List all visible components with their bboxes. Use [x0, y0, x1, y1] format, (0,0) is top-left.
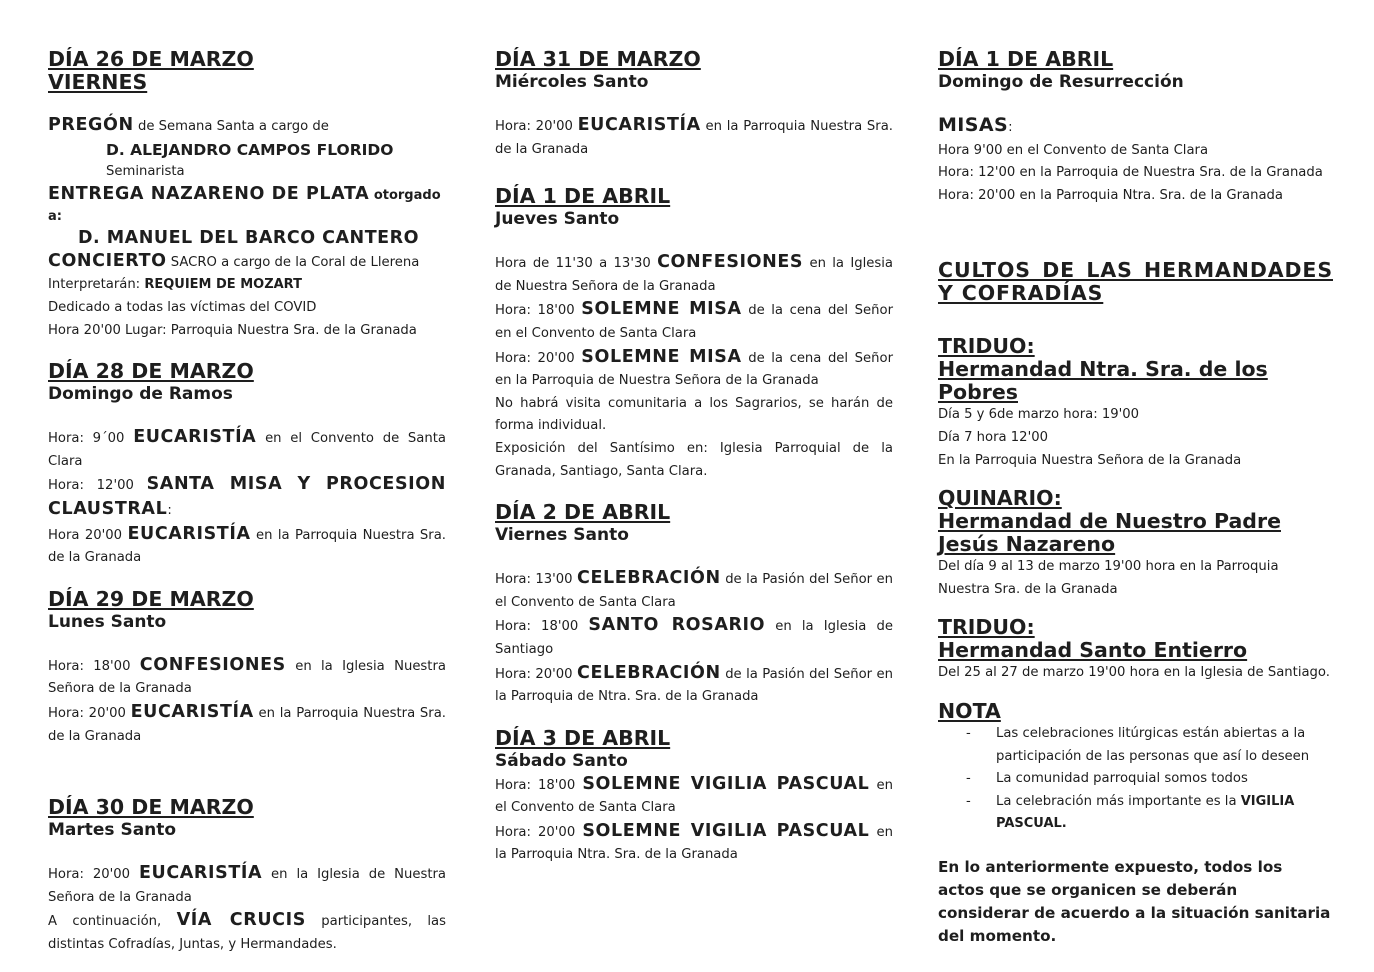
keyword: VÍA CRUCIS	[176, 910, 306, 931]
keyword: SANTO ROSARIO	[588, 615, 766, 636]
event-line: Hora: 20'00 SOLEMNE VIGILIA PASCUAL en la Parroquia Ntra. Sra. de la Granada	[495, 820, 893, 863]
speaker-name: D. ALEJANDRO CAMPOS FLORIDO	[106, 140, 394, 159]
keyword: CELEBRACIÓN	[577, 662, 721, 683]
mass-time: Hora: 20'00 en la Parroquia Ntra. Sra. de la Granada	[938, 187, 1284, 203]
keyword: EUCARISTÍA	[577, 115, 701, 135]
event-line: Hora de 11'30 a 13'30 CONFESIONES en la Iglesia de Nuestra Señora de la Granada	[495, 252, 893, 294]
event-line: Hora: 18'00 SANTO ROSARIO en la Iglesia de Santiago	[495, 615, 893, 657]
keyword: EUCARISTÍA	[130, 701, 254, 722]
keyword: EUCARISTÍA	[133, 427, 257, 448]
event-line: Hora: 20'00 SOLEMNE MISA de la cena del Señor en la Parroquia de Nuestra Señora de la Granada	[495, 346, 893, 389]
day-heading: DÍA 29 DE MARZO	[48, 586, 254, 611]
event-line: Hora: 18'00 SOLEMNE VIGILIA PASCUAL en el Convento de Santa Clara	[495, 773, 893, 816]
day-heading: DÍA 30 DE MARZO	[48, 795, 254, 820]
honoree-name: D. MANUEL DEL BARCO CANTERO	[78, 227, 419, 248]
concierto-line: CONCIERTO SACRO a cargo de la Coral de Llerena	[48, 250, 420, 271]
day-subheading: Jueves Santo	[495, 209, 620, 230]
event-line: Hora: 18'00 CONFESIONES en la Iglesia Nuestra Señora de la Granada	[48, 654, 446, 697]
day-subheading: Lunes Santo	[48, 611, 167, 632]
day-heading: DÍA 1 DE ABRIL	[495, 184, 671, 209]
cult-detail: Del día 9 al 13 de marzo 19'00 hora en la Parroquia Nuestra Sra. de la Granada	[938, 559, 1279, 597]
closing-statement: En lo anteriormente expuesto, todos los actos que se organicen se deberán considerar de acuerdo a la situación sanitaria del momento.	[938, 857, 1331, 945]
cult-detail: En la Parroquia Nuestra Señora de la Granada	[938, 452, 1242, 468]
event-line: Hora: 20'00 EUCARISTÍA en la Iglesia de Nuestra Señora de la Granada	[48, 863, 446, 905]
column-1	[48, 48, 446, 956]
note-line: No habrá visita comunitaria a los Sagrarios, se harán de forma individual.	[495, 395, 893, 434]
event-line: Hora: 18'00 SOLEMNE MISA de la cena del Señor en el Convento de Santa Clara	[495, 299, 893, 341]
keyword: PREGÓN	[48, 115, 134, 135]
mass-time: Hora: 12'00 en la Parroquia de Nuestra Sra. de la Granada	[938, 165, 1323, 181]
day-subheading: Viernes Santo	[495, 525, 629, 546]
event-line: Hora: 12'00 SANTA MISA Y PROCESION CLAUSTRAL:	[48, 474, 446, 519]
cult-type-heading: TRIDUO:	[938, 334, 1035, 359]
brotherhood-name: Hermandad Santo Entierro	[938, 638, 1248, 663]
cult-type-heading: TRIDUO:	[938, 615, 1035, 640]
keyword: CONFESIONES	[139, 654, 286, 675]
event-line: Hora: 20'00 CELEBRACIÓN de la Pasión del Señor en la Parroquia de Ntra. Sra. de la Granada	[495, 662, 893, 705]
day-subheading: Domingo de Resurrección	[938, 72, 1184, 92]
nota-list	[938, 723, 1333, 836]
event-line: Hora: 20'00 EUCARISTÍA en la Parroquia Nuestra Sra. de la Granada	[48, 701, 446, 744]
cultos-heading: CULTOS DE LAS HERMANDADES Y COFRADÍAS	[938, 258, 1333, 306]
day-subheading: Domingo de Ramos	[48, 384, 233, 405]
hora-line: Hora 20'00 Lugar: Parroquia Nuestra Sra. de la Granada	[48, 322, 417, 338]
cult-detail: Del 25 al 27 de marzo 19'00 hora en la Iglesia de Santiago.	[938, 665, 1330, 681]
day-subheading: Martes Santo	[48, 820, 177, 841]
keyword: ENTREGA NAZARENO DE PLATA	[48, 183, 370, 204]
event-line: Hora: 13'00 CELEBRACIÓN de la Pasión del Señor en el Convento de Santa Clara	[495, 568, 893, 610]
speaker-role: Seminarista	[106, 164, 185, 180]
nota-item: - La comunidad parroquial somos todos	[966, 768, 1333, 791]
day-heading: DÍA 26 DE MARZO	[48, 47, 254, 71]
day-subheading: Miércoles Santo	[495, 72, 649, 92]
cult-detail: Día 7 hora 12'00	[938, 429, 1048, 445]
keyword: EUCARISTÍA	[138, 863, 263, 884]
event-line: Hora: 9´00 EUCARISTÍA en el Convento de Santa Clara	[48, 427, 446, 469]
entrega-line: ENTREGA NAZARENO DE PLATA otorgado a:	[48, 183, 441, 224]
brotherhood-name: Hermandad Ntra. Sra. de los Pobres	[938, 357, 1268, 405]
cult-type-heading: QUINARIO:	[938, 486, 1062, 511]
nota-item: - Las celebraciones litúrgicas están abiertas a la participación de las personas que así lo deseen	[966, 723, 1333, 768]
day-heading: DÍA 2 DE ABRIL	[495, 500, 671, 525]
nota-item: - La celebración más importante es la VIGILIA PASCUAL.	[966, 791, 1333, 836]
day-heading: DÍA 28 DE MARZO	[48, 359, 254, 384]
nota-heading: NOTA	[938, 698, 1001, 723]
day-heading: DÍA 1 DE ABRIL	[938, 47, 1114, 71]
keyword: CONFESIONES	[657, 252, 804, 273]
day-heading: DÍA 31 DE MARZO	[495, 47, 701, 71]
misas-line: MISAS:	[938, 114, 1013, 136]
brotherhood-name: Hermandad de Nuestro Padre Jesús Nazareno	[938, 509, 1281, 557]
column-3	[938, 48, 1333, 948]
dedicado-line: Dedicado a todas las víctimas del COVID	[48, 299, 317, 315]
day-heading: DÍA 3 DE ABRIL	[495, 725, 671, 750]
interpretaran-line: Interpretarán: REQUIEM DE MOZART	[48, 277, 302, 293]
keyword: CONCIERTO	[48, 250, 167, 271]
keyword: MISAS	[938, 114, 1009, 136]
keyword: CELEBRACIÓN	[577, 568, 721, 589]
mass-time: Hora 9'00 en el Convento de Santa Clara	[938, 142, 1209, 158]
keyword: EUCARISTÍA	[127, 523, 251, 544]
keyword: SOLEMNE MISA	[581, 346, 742, 367]
event-line: Hora: 20'00 EUCARISTÍA en la Parroquia Nuestra Sra. de la Granada	[495, 115, 893, 157]
keyword: SOLEMNE VIGILIA PASCUAL	[582, 773, 870, 794]
column-2	[495, 48, 893, 867]
cult-detail: Día 5 y 6de marzo hora: 19'00	[938, 407, 1140, 423]
day-subheading: Sábado Santo	[495, 750, 628, 771]
keyword: SOLEMNE MISA	[581, 299, 742, 320]
event-line: A continuación, VÍA CRUCIS participantes, las distintas Cofradías, Juntas, y Hermandades.	[48, 910, 446, 952]
note-line: Exposición del Santísimo en: Iglesia Parroquial de la Granada, Santiago, Santa Clara.	[495, 440, 893, 479]
event-line: Hora 20'00 EUCARISTÍA en la Parroquia Nuestra Sra. de la Granada	[48, 523, 446, 566]
pregon-line: PREGÓN de Semana Santa a cargo de	[48, 115, 329, 135]
keyword: SANTA MISA Y PROCESION CLAUSTRAL	[48, 474, 446, 519]
keyword: SOLEMNE VIGILIA PASCUAL	[582, 820, 870, 841]
day-subheading: VIERNES	[48, 70, 148, 94]
